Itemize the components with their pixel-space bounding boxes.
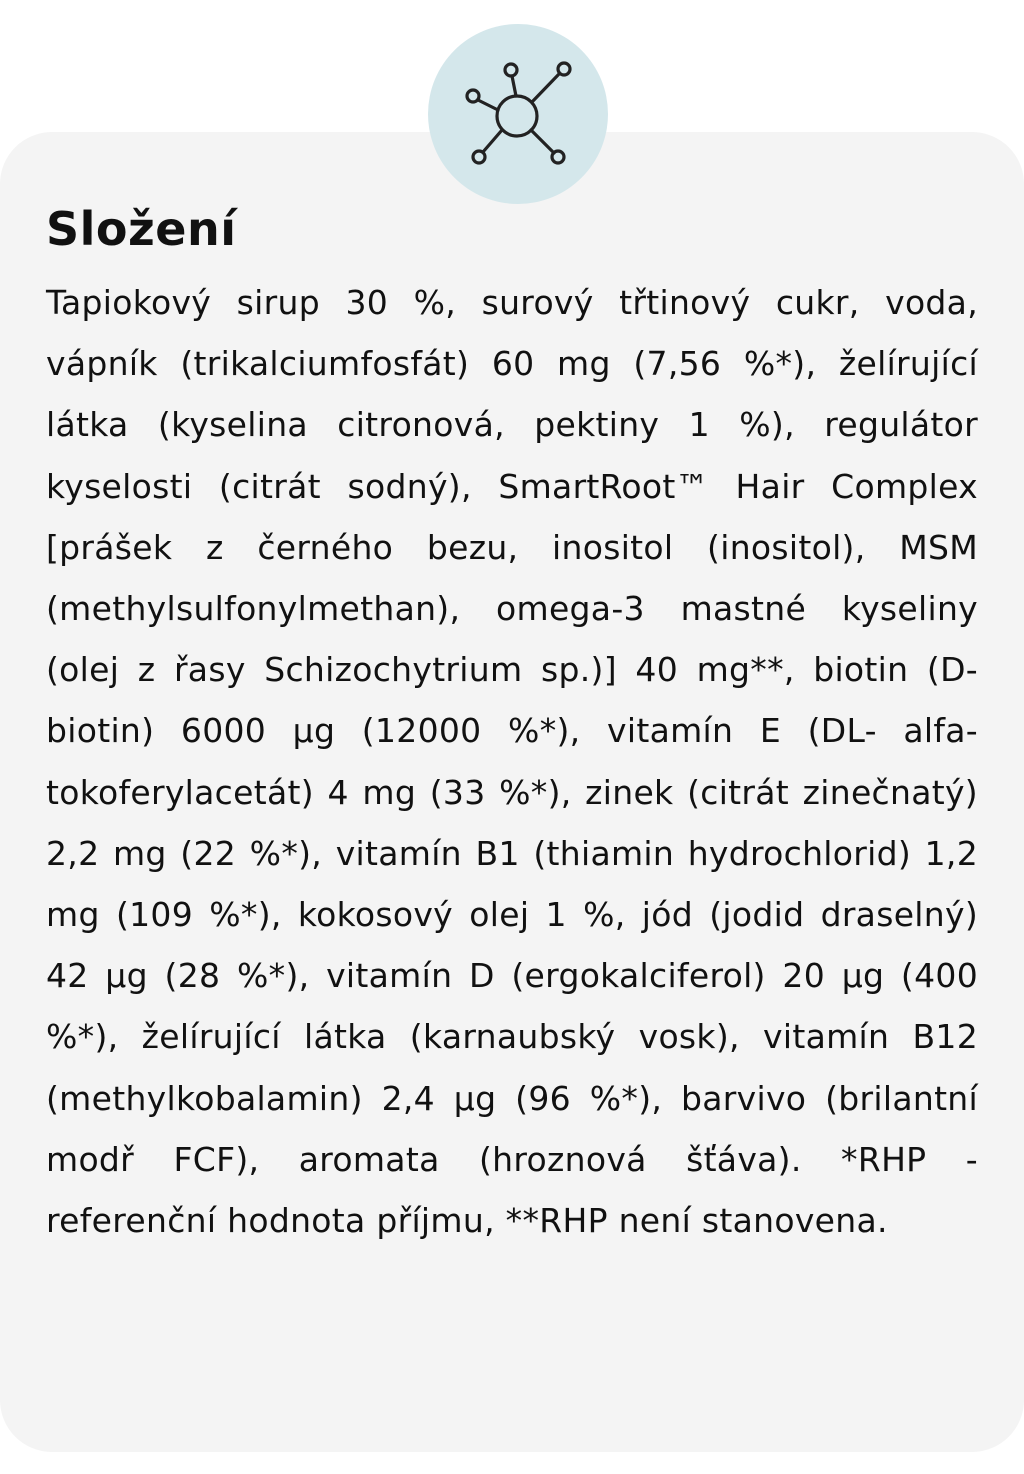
ingredients-text: Tapiokový sirup 30 %, surový třtinový cukr, voda, vápník (trikalciumfosfát) 60 mg (7,56 %*), želírující látka (kyselina citronová, pektiny 1 %), regulátor kyselosti (citrát sodný), SmartRoot™ Hair Complex [prášek z černého bezu, inositol (inositol), MSM (methylsulfonylmethan), omega-3 mastné kyseliny (olej z řasy Schizochytrium sp.)] 40 mg**, biotin (D-biotin) 6000 µg (12000 %*), vitamín E (DL- alfa-tokoferylacetát) 4 mg (33 %*), zinek (citrát zinečnatý) 2,2 mg (22 %*), vitamín B1 (thiamin hydrochlorid) 1,2 mg (109 %*), kokosový olej 1 %, jód (jodid draselný) 42 µg (28 %*), vitamín D (ergokalciferol) 20 µg (400 %*), želírující látka (karnaubský vosk), vitamín B12 (methylkobalamin) 2,4 µg (96 %*), barvivo (brilantní modř FCF), aromata (hroznová šťáva). *RHP - referenční hodnota příjmu, **RHP není stanovena. (46, 283, 978, 1241)
section-title: Složení (46, 202, 237, 256)
molecule-icon (428, 24, 608, 204)
icon-badge (428, 24, 608, 204)
